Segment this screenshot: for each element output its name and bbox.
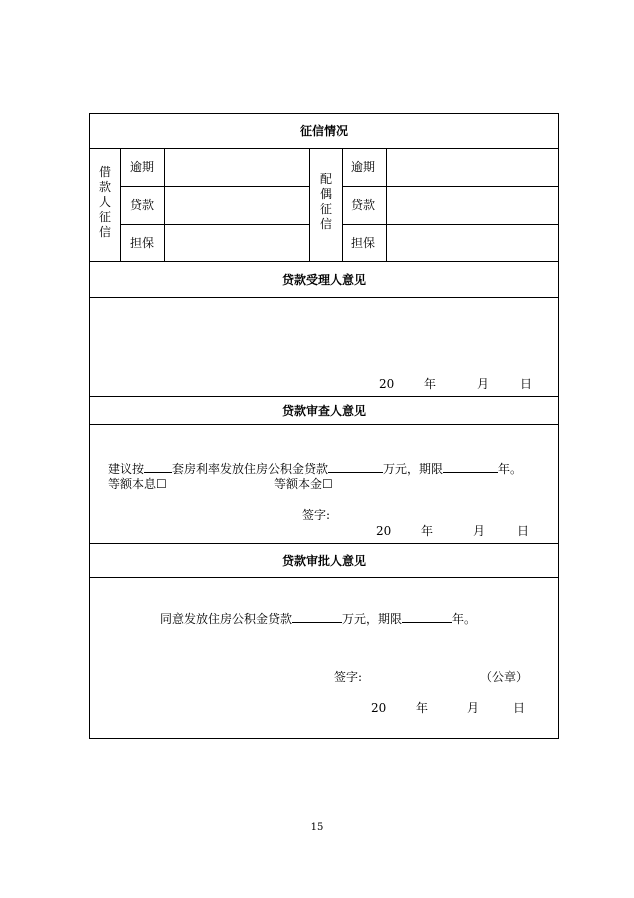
approved-term-blank[interactable] (402, 610, 452, 623)
reviewer-text-4: 年。 (498, 462, 523, 476)
reviewer-month: 月 (473, 524, 486, 538)
divider (90, 148, 558, 149)
borrower-guarantee-label: 担保 (130, 236, 155, 250)
reviewer-proposal-line (108, 460, 522, 476)
official-seal-label: （公章） (480, 670, 529, 684)
divider (90, 297, 558, 298)
borrower-overdue-label: 逾期 (130, 160, 155, 174)
acceptor-month: 月 (477, 377, 490, 391)
approver-sign-label: 签字: (334, 670, 363, 684)
borrower-credit-label: 借款人征信 (98, 165, 111, 239)
reviewer-year-prefix: 20 (376, 524, 392, 538)
spouse-credit-label: 配偶征信 (319, 172, 332, 231)
spouse-loan-label: 贷款 (351, 198, 376, 212)
divider (386, 148, 387, 261)
divider (164, 148, 165, 261)
term-blank[interactable] (443, 460, 498, 473)
divider (90, 543, 558, 544)
equal-principal-option[interactable]: 等额本金☐ (274, 477, 333, 491)
spouse-guarantee-label: 担保 (351, 236, 376, 250)
divider (90, 577, 558, 578)
divider (120, 186, 309, 187)
acceptor-header: 贷款受理人意见 (281, 273, 366, 287)
divider (309, 148, 310, 261)
page-number: 15 (310, 822, 324, 833)
approver-day: 日 (513, 701, 526, 715)
approver-header: 贷款审批人意见 (281, 554, 366, 568)
divider (342, 148, 343, 261)
acceptor-day: 日 (520, 377, 533, 391)
equal-principal-interest-option[interactable]: 等额本息☐ (108, 477, 167, 491)
divider (90, 396, 558, 397)
divider (342, 186, 558, 187)
approver-year: 年 (416, 701, 429, 715)
acceptor-year: 年 (424, 377, 437, 391)
divider (90, 261, 558, 262)
approver-proposal-line (160, 610, 476, 626)
divider (120, 148, 121, 261)
reviewer-year: 年 (421, 524, 434, 538)
amount-blank[interactable] (328, 460, 383, 473)
reviewer-text-1: 建议按 (108, 462, 145, 476)
approver-text-1: 同意发放住房公积金贷款 (160, 612, 293, 626)
divider (342, 224, 558, 225)
reviewer-text-3: 万元，期限 (383, 462, 444, 476)
reviewer-sign-label: 签字: (302, 508, 331, 522)
acceptor-year-prefix: 20 (379, 377, 395, 391)
divider (120, 224, 309, 225)
house-count-blank[interactable] (144, 460, 172, 473)
approved-amount-blank[interactable] (292, 610, 342, 623)
credit-header: 征信情况 (299, 124, 348, 138)
borrower-loan-label: 贷款 (130, 198, 155, 212)
divider (90, 424, 558, 425)
approver-text-2: 万元，期限 (342, 612, 403, 626)
spouse-overdue-label: 逾期 (351, 160, 376, 174)
reviewer-text-2: 套房利率发放住房公积金贷款 (172, 462, 329, 476)
approver-month: 月 (467, 701, 480, 715)
reviewer-header: 贷款审查人意见 (281, 404, 366, 418)
approver-text-3: 年。 (452, 612, 477, 626)
reviewer-day: 日 (517, 524, 530, 538)
approver-year-prefix: 20 (371, 701, 387, 715)
loan-approval-form (89, 113, 559, 739)
